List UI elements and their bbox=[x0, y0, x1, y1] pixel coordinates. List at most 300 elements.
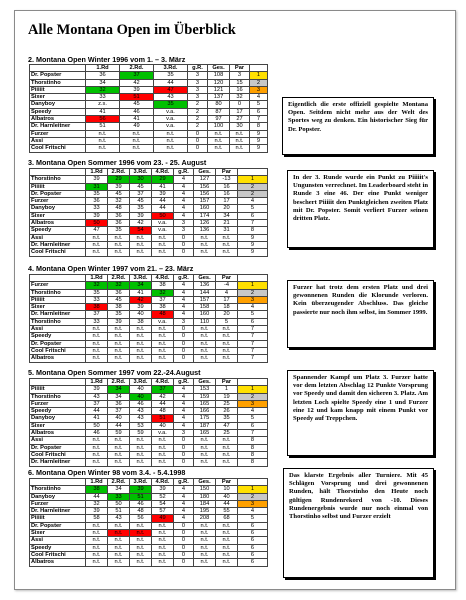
player-name: Thorstinho bbox=[30, 486, 86, 493]
player-name: Cool Fritschi bbox=[30, 347, 86, 354]
rounds-played: 0 bbox=[174, 544, 194, 551]
round-score: 46 bbox=[120, 108, 154, 115]
rounds-played: 0 bbox=[188, 137, 208, 144]
par-score: n.t. bbox=[230, 145, 250, 152]
player-name: Thorstinho bbox=[30, 79, 86, 86]
table-row bbox=[30, 355, 268, 362]
table-row bbox=[30, 72, 268, 79]
round-score: n.t. bbox=[152, 459, 174, 466]
rank: 3 bbox=[238, 500, 268, 507]
table-row bbox=[30, 318, 268, 325]
round-score: v.a. bbox=[152, 430, 174, 437]
rank: 4 bbox=[238, 304, 268, 311]
total-score: 195 bbox=[194, 508, 216, 515]
round-score: n.t. bbox=[86, 544, 108, 551]
player-name: Albatros bbox=[30, 355, 86, 362]
par-score: n.t. bbox=[216, 249, 238, 256]
page-title: Alle Montana Open im Überblick bbox=[28, 22, 236, 38]
table-row bbox=[30, 508, 268, 515]
par-score: n.t. bbox=[216, 537, 238, 544]
rounds-played: 4 bbox=[174, 393, 194, 400]
round-score: n.t. bbox=[152, 249, 174, 256]
table-row bbox=[30, 415, 268, 422]
table-row bbox=[30, 116, 268, 123]
total-score: 156 bbox=[194, 183, 216, 190]
column-header: Par bbox=[216, 275, 238, 282]
table-row bbox=[30, 220, 268, 227]
par-score: 4 bbox=[216, 289, 238, 296]
par-score: 32 bbox=[230, 94, 250, 101]
column-header: 1.Rd bbox=[86, 275, 108, 282]
round-score: n.t. bbox=[108, 241, 130, 248]
total-score: 160 bbox=[194, 311, 216, 318]
rank: 7 bbox=[238, 220, 268, 227]
round-score: 48 bbox=[108, 205, 130, 212]
par-score: n.t. bbox=[230, 137, 250, 144]
round-score: 34 bbox=[108, 386, 130, 393]
round-score: 43 bbox=[130, 415, 152, 422]
total-score: n.t. bbox=[194, 444, 216, 451]
round-score: n.t. bbox=[152, 537, 174, 544]
rank: 6 bbox=[238, 530, 268, 537]
round-score: n.t. bbox=[108, 544, 130, 551]
round-score: 45 bbox=[130, 183, 152, 190]
rounds-played: 0 bbox=[174, 437, 194, 444]
column-header: 3.Rd. bbox=[130, 169, 152, 176]
column-header: 1.Rd bbox=[86, 379, 108, 386]
round-score: n.t. bbox=[130, 530, 152, 537]
rank: 6 bbox=[238, 544, 268, 551]
par-score: 16 bbox=[216, 190, 238, 197]
round-score: n.t. bbox=[86, 347, 108, 354]
table-row bbox=[30, 451, 268, 458]
rank: 5 bbox=[238, 515, 268, 522]
table-row bbox=[30, 282, 268, 289]
round-score: v.a. bbox=[152, 227, 174, 234]
total-score: n.t. bbox=[194, 522, 216, 529]
round-score: n.t. bbox=[130, 241, 152, 248]
rounds-played: 0 bbox=[174, 559, 194, 566]
round-score: 37 bbox=[152, 386, 174, 393]
par-score: n.t. bbox=[216, 559, 238, 566]
round-score: 50 bbox=[86, 220, 108, 227]
round-score: 37 bbox=[120, 72, 154, 79]
round-score: n.t. bbox=[130, 537, 152, 544]
round-score: n.t. bbox=[152, 234, 174, 241]
round-score: n.t. bbox=[86, 340, 108, 347]
round-score: 42 bbox=[120, 79, 154, 86]
column-header: Ges. bbox=[208, 65, 230, 72]
rank: 8 bbox=[250, 123, 268, 130]
par-score: 17 bbox=[216, 198, 238, 205]
round-score: n.t. bbox=[130, 249, 152, 256]
round-score: n.t. bbox=[130, 451, 152, 458]
table-row bbox=[30, 145, 268, 152]
column-header bbox=[30, 65, 86, 72]
rounds-played: 2 bbox=[188, 116, 208, 123]
total-score: 153 bbox=[194, 386, 216, 393]
total-score: 157 bbox=[194, 296, 216, 303]
round-score: n.t. bbox=[130, 355, 152, 362]
par-score: 17 bbox=[216, 296, 238, 303]
round-score: 47 bbox=[154, 86, 188, 93]
results-table bbox=[29, 478, 268, 567]
results-table bbox=[29, 274, 268, 363]
round-score: 35 bbox=[108, 311, 130, 318]
comment-box: Furzer hat trotz dem ersten Platz und drei gewonnenen Runden die Klorunde verloren. Kein überzeugender Abschluss. Das gleiche passierte nur noch ihm selbst, im Sommer 1999. bbox=[287, 280, 434, 348]
table-row bbox=[30, 347, 268, 354]
round-score: 36 bbox=[108, 400, 130, 407]
round-score: 35 bbox=[108, 227, 130, 234]
round-score: 51 bbox=[86, 123, 120, 130]
round-score: 51 bbox=[120, 94, 154, 101]
round-score: 45 bbox=[108, 296, 130, 303]
rounds-played: 3 bbox=[174, 227, 194, 234]
round-score: n.t. bbox=[120, 137, 154, 144]
table-row bbox=[30, 296, 268, 303]
column-header: 3.Rd. bbox=[130, 275, 152, 282]
rank: 9 bbox=[250, 137, 268, 144]
rounds-played: 4 bbox=[174, 212, 194, 219]
rounds-played: 4 bbox=[174, 508, 194, 515]
round-score: 34 bbox=[108, 393, 130, 400]
table-row bbox=[30, 408, 268, 415]
round-score: 35 bbox=[130, 205, 152, 212]
column-header: Par bbox=[216, 379, 238, 386]
rounds-played: 0 bbox=[174, 340, 194, 347]
rounds-played: 4 bbox=[174, 205, 194, 212]
rounds-played: 3 bbox=[174, 318, 194, 325]
rounds-played: 0 bbox=[174, 355, 194, 362]
round-score: 33 bbox=[86, 205, 108, 212]
round-score: 39 bbox=[130, 486, 152, 493]
rounds-played: 2 bbox=[188, 101, 208, 108]
table-row bbox=[30, 530, 268, 537]
column-header bbox=[250, 65, 268, 72]
rounds-played: 0 bbox=[174, 234, 194, 241]
rounds-played: 4 bbox=[174, 304, 194, 311]
comment-box: Spannender Kampf um Platz 3. Furzer hatte vor dem letzten Abschlag 12 Punkte Vorsprung vor Speedy und damit den sicheren 3. Platz. Am letzten Loch spielte Speedy eine 1 und Furzer eine 12 und kam knapp mit einem Punkt vor Speedy auf Treppchen. bbox=[287, 370, 434, 456]
round-score: 51 bbox=[152, 415, 174, 422]
column-header: Par bbox=[230, 65, 250, 72]
round-score: n.t. bbox=[152, 333, 174, 340]
rounds-played: 4 bbox=[174, 311, 194, 318]
total-score: 121 bbox=[208, 86, 230, 93]
rounds-played: 0 bbox=[174, 530, 194, 537]
rank: 1 bbox=[238, 176, 268, 183]
total-score: 126 bbox=[194, 220, 216, 227]
total-score: n.t. bbox=[208, 130, 230, 137]
par-score: 3 bbox=[230, 72, 250, 79]
par-score: 16 bbox=[216, 183, 238, 190]
total-score: 127 bbox=[194, 176, 216, 183]
column-header: 4.Rd. bbox=[152, 169, 174, 176]
rank: 8 bbox=[238, 444, 268, 451]
table-row bbox=[30, 551, 268, 558]
rank: 8 bbox=[238, 451, 268, 458]
player-name: Cool Fritschi bbox=[30, 451, 86, 458]
column-header: 1.Rd bbox=[86, 169, 108, 176]
round-score: 29 bbox=[108, 176, 130, 183]
round-score: n.t. bbox=[86, 530, 108, 537]
column-header: g.R. bbox=[174, 275, 194, 282]
table-header-row bbox=[30, 169, 268, 176]
par-score: 5 bbox=[216, 318, 238, 325]
rounds-played: 0 bbox=[188, 145, 208, 152]
total-score: 87 bbox=[208, 108, 230, 115]
table-row bbox=[30, 515, 268, 522]
round-score: 41 bbox=[86, 108, 120, 115]
column-header: 3.Rd. bbox=[130, 379, 152, 386]
rank: 7 bbox=[238, 340, 268, 347]
rounds-played: 0 bbox=[174, 522, 194, 529]
round-score: 37 bbox=[86, 311, 108, 318]
round-score: n.t. bbox=[130, 326, 152, 333]
round-score: 44 bbox=[86, 408, 108, 415]
player-name: Furzer bbox=[30, 400, 86, 407]
par-score: 34 bbox=[216, 212, 238, 219]
round-score: 35 bbox=[86, 190, 108, 197]
rounds-played: 4 bbox=[174, 198, 194, 205]
player-name: Cool Fritschi bbox=[30, 551, 86, 558]
round-score: n.t. bbox=[130, 234, 152, 241]
par-score: n.t. bbox=[216, 241, 238, 248]
round-score: 40 bbox=[108, 415, 130, 422]
player-name: Assi bbox=[30, 537, 86, 544]
rank: 5 bbox=[238, 205, 268, 212]
total-score: n.t. bbox=[194, 437, 216, 444]
rank: 2 bbox=[238, 190, 268, 197]
round-score: 41 bbox=[130, 289, 152, 296]
round-score: n.t. bbox=[86, 551, 108, 558]
round-score: 34 bbox=[86, 79, 120, 86]
player-name: Speedy bbox=[30, 544, 86, 551]
column-header bbox=[238, 275, 268, 282]
total-score: 108 bbox=[208, 72, 230, 79]
results-table bbox=[29, 64, 268, 153]
round-score: 31 bbox=[86, 183, 108, 190]
total-score: 208 bbox=[194, 515, 216, 522]
column-header: g.R. bbox=[174, 479, 194, 486]
table-row bbox=[30, 522, 268, 529]
player-name: Speedy bbox=[30, 333, 86, 340]
player-name: Dr. Harnleitner bbox=[30, 123, 86, 130]
par-score: 40 bbox=[216, 493, 238, 500]
round-score: n.t. bbox=[108, 551, 130, 558]
round-score: n.t. bbox=[108, 444, 130, 451]
round-score: 32 bbox=[86, 500, 108, 507]
round-score: 39 bbox=[108, 318, 130, 325]
column-header bbox=[238, 169, 268, 176]
table-row bbox=[30, 493, 268, 500]
table-row bbox=[30, 304, 268, 311]
player-name: Sixer bbox=[30, 94, 86, 101]
total-score: 158 bbox=[194, 304, 216, 311]
round-score: n.t. bbox=[86, 451, 108, 458]
rounds-played: 0 bbox=[174, 551, 194, 558]
table-row bbox=[30, 176, 268, 183]
par-score: n.t. bbox=[216, 522, 238, 529]
round-score: n.t. bbox=[108, 249, 130, 256]
table-row bbox=[30, 437, 268, 444]
round-score: n.t. bbox=[152, 544, 174, 551]
total-score: 137 bbox=[208, 94, 230, 101]
rounds-played: 2 bbox=[188, 108, 208, 115]
round-score: 38 bbox=[86, 486, 108, 493]
round-score: n.t. bbox=[152, 451, 174, 458]
round-score: 39 bbox=[152, 190, 174, 197]
par-score: 55 bbox=[216, 508, 238, 515]
column-header: 2.Rd. bbox=[108, 379, 130, 386]
round-score: 43 bbox=[86, 393, 108, 400]
rank: 5 bbox=[238, 311, 268, 318]
round-score: 40 bbox=[130, 311, 152, 318]
column-header: 4.Rd. bbox=[152, 379, 174, 386]
par-score: n.t. bbox=[216, 326, 238, 333]
round-score: 33 bbox=[86, 296, 108, 303]
table-row bbox=[30, 79, 268, 86]
total-score: 160 bbox=[194, 205, 216, 212]
round-score: n.t. bbox=[130, 437, 152, 444]
table-row bbox=[30, 137, 268, 144]
table-row bbox=[30, 289, 268, 296]
rounds-played: 0 bbox=[174, 444, 194, 451]
round-score: 38 bbox=[130, 318, 152, 325]
column-header bbox=[238, 379, 268, 386]
round-score: 43 bbox=[154, 94, 188, 101]
column-header: g.R. bbox=[174, 379, 194, 386]
round-score: v.a. bbox=[154, 123, 188, 130]
round-score: 39 bbox=[130, 212, 152, 219]
round-score: 33 bbox=[86, 318, 108, 325]
round-score: n.t. bbox=[152, 522, 174, 529]
par-score: n.t. bbox=[216, 444, 238, 451]
par-score: 21 bbox=[216, 220, 238, 227]
par-score: 68 bbox=[216, 515, 238, 522]
table-row bbox=[30, 227, 268, 234]
total-score: 156 bbox=[194, 190, 216, 197]
rank: 6 bbox=[238, 318, 268, 325]
round-score: 51 bbox=[108, 508, 130, 515]
par-score: n.t. bbox=[216, 234, 238, 241]
round-score: 39 bbox=[120, 86, 154, 93]
player-name: Albatros bbox=[30, 116, 86, 123]
rounds-played: 3 bbox=[188, 94, 208, 101]
rounds-played: 4 bbox=[174, 190, 194, 197]
total-score: n.t. bbox=[194, 241, 216, 248]
table-row bbox=[30, 101, 268, 108]
section-heading: 4. Montana Open Winter 1997 vom 21. – 23. März bbox=[28, 264, 194, 273]
round-score: 35 bbox=[154, 101, 188, 108]
player-name: Sixer bbox=[30, 422, 86, 429]
par-score: 27 bbox=[230, 116, 250, 123]
round-score: z.s. bbox=[86, 101, 120, 108]
total-score: 100 bbox=[208, 123, 230, 130]
par-score: n.t. bbox=[216, 355, 238, 362]
round-score: 37 bbox=[130, 190, 152, 197]
round-score: n.t. bbox=[154, 130, 188, 137]
round-score: n.t. bbox=[108, 459, 130, 466]
rank: 4 bbox=[238, 408, 268, 415]
par-score: n.t. bbox=[216, 544, 238, 551]
column-header bbox=[30, 169, 86, 176]
rank: 5 bbox=[250, 101, 268, 108]
round-score: n.t. bbox=[86, 326, 108, 333]
round-score: 56 bbox=[86, 116, 120, 123]
round-score: 36 bbox=[86, 198, 108, 205]
par-score: 30 bbox=[230, 123, 250, 130]
table-row bbox=[30, 340, 268, 347]
round-score: n.t. bbox=[152, 340, 174, 347]
round-score: 36 bbox=[108, 220, 130, 227]
table-row bbox=[30, 123, 268, 130]
section-heading: 3. Montana Open Sommer 1996 vom 23. - 25. August bbox=[28, 158, 207, 167]
column-header: 2.Rd. bbox=[108, 275, 130, 282]
rounds-played: 4 bbox=[174, 500, 194, 507]
par-score: n.t. bbox=[216, 451, 238, 458]
rank: 9 bbox=[250, 145, 268, 152]
total-score: 180 bbox=[194, 493, 216, 500]
column-header: 4.Rd. bbox=[152, 479, 174, 486]
rounds-played: 3 bbox=[174, 220, 194, 227]
total-score: 80 bbox=[208, 101, 230, 108]
rank: 1 bbox=[238, 486, 268, 493]
rank: 6 bbox=[238, 551, 268, 558]
player-name: Piiiiit bbox=[30, 86, 86, 93]
rounds-played: 4 bbox=[174, 493, 194, 500]
table-row bbox=[30, 500, 268, 507]
player-name: Dr. Popster bbox=[30, 444, 86, 451]
player-name: Albatros bbox=[30, 430, 86, 437]
round-score: n.t. bbox=[130, 333, 152, 340]
table-row bbox=[30, 459, 268, 466]
round-score: 39 bbox=[86, 176, 108, 183]
rank: 2 bbox=[238, 393, 268, 400]
rank: 8 bbox=[238, 227, 268, 234]
total-score: n.t. bbox=[194, 551, 216, 558]
total-score: n.t. bbox=[194, 559, 216, 566]
player-name: Furzer bbox=[30, 500, 86, 507]
round-score: n.t. bbox=[154, 145, 188, 152]
column-header: 1.Rd bbox=[86, 65, 120, 72]
table-row bbox=[30, 212, 268, 219]
round-score: n.t. bbox=[152, 347, 174, 354]
total-score: 136 bbox=[194, 282, 216, 289]
par-score: 1 bbox=[216, 386, 238, 393]
round-score: n.t. bbox=[130, 544, 152, 551]
rank: 1 bbox=[250, 72, 268, 79]
round-score: 41 bbox=[152, 183, 174, 190]
round-score: 44 bbox=[86, 493, 108, 500]
round-score: n.t. bbox=[108, 537, 130, 544]
round-score: n.t. bbox=[86, 559, 108, 566]
section-heading: 2. Montana Open Winter 1996 vom 1. – 3. März bbox=[28, 55, 186, 64]
section-heading: 6. Montana Open Winter 98 vom 3.4. - 5.4.1998 bbox=[28, 468, 186, 477]
rounds-played: 4 bbox=[174, 296, 194, 303]
total-score: n.t. bbox=[208, 145, 230, 152]
round-score: n.t. bbox=[130, 559, 152, 566]
total-score: 174 bbox=[194, 212, 216, 219]
rounds-played: 4 bbox=[174, 289, 194, 296]
table-row bbox=[30, 544, 268, 551]
par-score: n.t. bbox=[216, 333, 238, 340]
column-header bbox=[30, 479, 86, 486]
player-name: Danyboy bbox=[30, 493, 86, 500]
round-score: 41 bbox=[86, 415, 108, 422]
player-name: Speedy bbox=[30, 227, 86, 234]
round-score: 38 bbox=[108, 304, 130, 311]
table-row bbox=[30, 234, 268, 241]
